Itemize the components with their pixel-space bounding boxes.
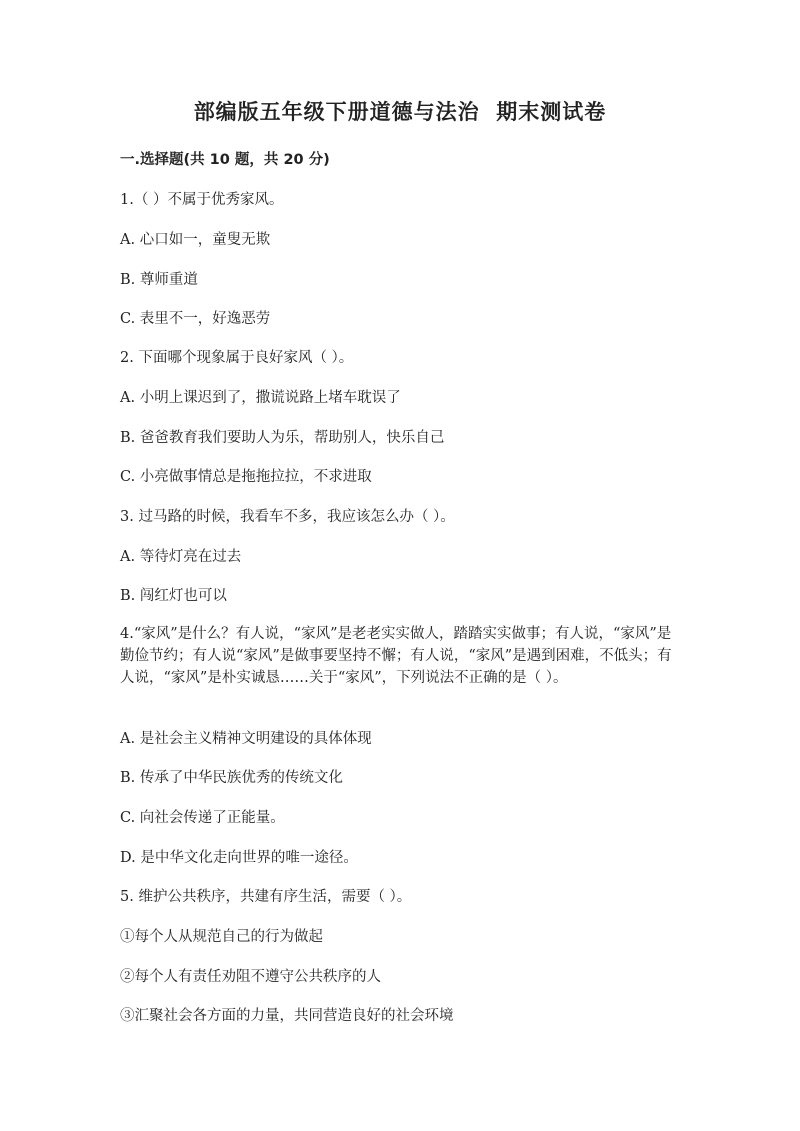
- page-title: 部编版五年级下册道德与法治 期末测试卷: [193, 100, 607, 124]
- question-1-option-b: B. 尊师重道: [120, 272, 198, 288]
- question-4-option-b: B. 传承了中华民族优秀的传统文化: [120, 770, 343, 786]
- question-5-option-2: ②每个人有责任劝阻不遵守公共秩序的人: [120, 969, 381, 985]
- question-1-option-c: C. 表里不一，好逸恶劳: [120, 311, 271, 327]
- question-3-option-a: A. 等待灯亮在过去: [120, 549, 242, 565]
- question-5-option-1: ①每个人从规范自己的行为做起: [120, 929, 323, 945]
- question-1-option-a: A. 心口如一，童叟无欺: [120, 232, 271, 248]
- question-3-option-b: B. 闯红灯也可以: [120, 588, 227, 604]
- question-2-option-c: C. 小亮做事情总是拖拖拉拉，不求进取: [120, 469, 372, 485]
- question-4-option-d: D. 是中华文化走向世界的唯一途径。: [120, 850, 358, 866]
- question-2-option-a: A. 小明上课迟到了，撒谎说路上堵车耽误了: [120, 390, 401, 406]
- section-heading: 一.选择题(共 10 题，共 20 分): [120, 152, 330, 168]
- question-3-stem: 3. 过马路的时候，我看车不多，我应该怎么办（ ）。: [120, 509, 455, 525]
- question-4-stem: 4.“家风”是什么？有人说，“家风”是老老实实做人，踏踏实实做事；有人说，“家风”是勤俭节约；有人说“家风”是做事要坚持不懈；有人说，“家风”是遇到困难，不低头；有人说，“家风”是朴实诚恳……关于“家风”，下列说法不正确的是（ ）。: [120, 626, 672, 686]
- question-1-stem: 1.（ ）不属于优秀家风。: [120, 192, 284, 208]
- question-4-option-c: C. 向社会传递了正能量。: [120, 810, 285, 826]
- question-4-option-a: A. 是社会主义精神文明建设的具体体现: [120, 731, 372, 747]
- question-5-option-3: ③汇聚社会各方面的力量，共同营造良好的社会环境: [120, 1008, 454, 1024]
- question-2-option-b: B. 爸爸教育我们要助人为乐，帮助别人，快乐自己: [120, 430, 445, 446]
- question-5-stem: 5. 维护公共秩序，共建有序生活，需要（ ）。: [120, 889, 412, 905]
- question-2-stem: 2. 下面哪个现象属于良好家风（ ）。: [120, 350, 354, 366]
